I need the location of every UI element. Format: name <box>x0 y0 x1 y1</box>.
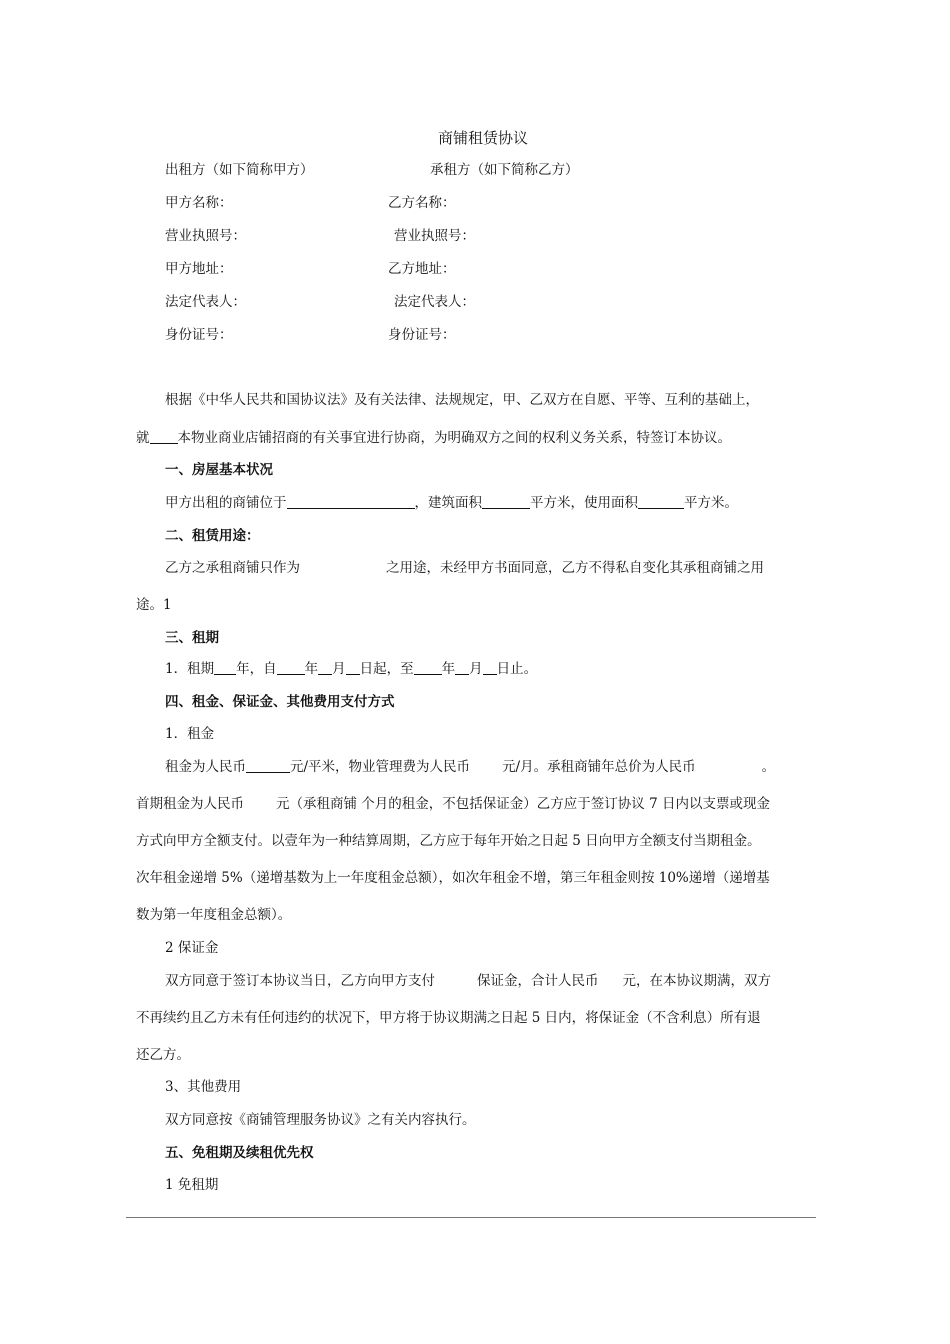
blank-underline <box>214 661 236 675</box>
lessee-label: 承租方（如下简称乙方） <box>430 162 579 178</box>
party-a-rep-label: 法定代表人： <box>165 294 246 310</box>
s3-text-a: 1．租期 <box>165 661 215 677</box>
deposit-subtitle: 2 保证金 <box>165 940 219 956</box>
s2-text-b: 之用途，未经甲方书面同意，乙方不得私自变化其承租商铺之用 <box>386 560 764 576</box>
intro-line-1: 根据《中华人民共和国协议法》及有关法律、法规规定，甲、乙双方在自愿、平等、互利的基础上， <box>165 392 759 408</box>
party-a-license-label: 营业执照号： <box>165 228 246 244</box>
rent-line-1 <box>165 759 775 775</box>
s3-text-e: 日起，至 <box>359 661 414 677</box>
rent-free-subtitle: 1 免租期 <box>165 1177 219 1193</box>
section-3-paragraph <box>165 661 537 677</box>
party-a-name-label: 甲方名称： <box>165 195 233 211</box>
blank-underline <box>346 661 360 675</box>
party-b-address-label: 乙方地址： <box>388 261 456 277</box>
rent-line-2 <box>136 796 770 812</box>
blank-underline <box>287 495 415 509</box>
blank-underline <box>482 495 530 509</box>
dep-text-b: 保证金，合计人民币 <box>477 973 599 989</box>
rent-text-b: 元/平米，物业管理费为人民币 <box>290 759 471 775</box>
rent-text-a: 租金为人民币 <box>165 759 246 775</box>
lessor-label: 出租方（如下简称甲方） <box>165 162 314 178</box>
dep-text-c: 元，在本协议期满，双方 <box>622 973 771 989</box>
s3-text-b: 年，自 <box>236 661 277 677</box>
section-3-heading: 三、租期 <box>165 630 219 646</box>
s1-text-d: 平方米。 <box>684 495 738 511</box>
blank-underline <box>638 495 684 509</box>
section-4-heading: 四、租金、保证金、其他费用支付方式 <box>165 694 395 710</box>
blank-underline <box>318 661 332 675</box>
blank-underline <box>150 430 178 444</box>
rent-line-5: 数为第一年度租金总额）。 <box>136 907 292 923</box>
blank-underline <box>455 661 469 675</box>
blank-underline <box>483 661 497 675</box>
deposit-line-2: 不再续约且乙方未有任何违约的状况下，甲方将于协议期满之日起 5 日内，将保证金（不含利息）所有退 <box>136 1010 761 1026</box>
s3-text-f: 年 <box>441 661 456 677</box>
s1-text-c: 平方米，使用面积 <box>530 495 638 511</box>
rent-subtitle: 1．租金 <box>165 726 215 742</box>
deposit-line-3: 还乙方。 <box>136 1047 190 1063</box>
other-fees-line-1: 双方同意按《商铺管理服务协议》之有关内容执行。 <box>165 1112 476 1128</box>
party-a-id-label: 身份证号： <box>165 327 233 343</box>
party-b-id-label: 身份证号： <box>388 327 456 343</box>
s3-text-g: 月 <box>469 661 483 677</box>
party-b-name-label: 乙方名称： <box>388 195 456 211</box>
s1-text-b: ，建筑面积 <box>414 495 482 511</box>
footer-divider <box>126 1217 816 1218</box>
rent-line-4: 次年租金递增 5%（递增基数为上一年度租金总额），如次年租金不增，第三年租金则按 10%递增（递增基 <box>136 870 770 886</box>
blank-underline <box>277 661 305 675</box>
section-5-heading: 五、免租期及续租优先权 <box>165 1145 314 1161</box>
rent-text-f: 元（承租商铺 个月的租金，不包括保证金）乙方应于签订协议 7 日内以支票或现金 <box>276 796 770 812</box>
other-fees-subtitle: 3、其他费用 <box>165 1079 242 1095</box>
rent-text-c: 元/月。承租商铺年总价为人民币 <box>502 759 696 775</box>
section-2-line-2: 途。1 <box>136 597 172 613</box>
rent-text-d: 。 <box>761 759 776 775</box>
dep-text-a: 双方同意于签订本协议当日，乙方向甲方支付 <box>165 973 435 989</box>
rent-text-e: 首期租金为人民币 <box>136 796 244 812</box>
document-title: 商铺租赁协议 <box>438 129 529 147</box>
s3-text-h: 日止。 <box>496 661 538 677</box>
blank-underline <box>414 661 442 675</box>
section-1-heading: 一、房屋基本状况 <box>165 462 273 478</box>
s2-text-a: 乙方之承租商铺只作为 <box>165 560 300 576</box>
party-b-license-label: 营业执照号： <box>394 228 475 244</box>
blank-underline <box>246 759 290 773</box>
rent-line-3: 方式向甲方全额支付。以壹年为一种结算周期，乙方应于每年开始之日起 5 日向甲方全额支付当期租金。 <box>136 833 761 849</box>
party-b-rep-label: 法定代表人： <box>394 294 475 310</box>
section-2-heading: 二、租赁用途： <box>165 528 260 544</box>
s3-text-d: 月 <box>332 661 346 677</box>
intro-line-2 <box>136 430 731 446</box>
s1-text-a: 甲方出租的商铺位于 <box>165 495 287 511</box>
party-a-address-label: 甲方地址： <box>165 261 233 277</box>
s3-text-c: 年 <box>304 661 319 677</box>
intro-text-b: 本物业商业店铺招商的有关事宜进行协商，为明确双方之间的权利义务关系，特签订本协议。 <box>177 430 731 446</box>
section-1-paragraph <box>165 495 738 511</box>
intro-text-a: 就 <box>136 430 150 446</box>
section-2-line-1 <box>165 560 764 576</box>
deposit-line-1 <box>165 973 771 989</box>
